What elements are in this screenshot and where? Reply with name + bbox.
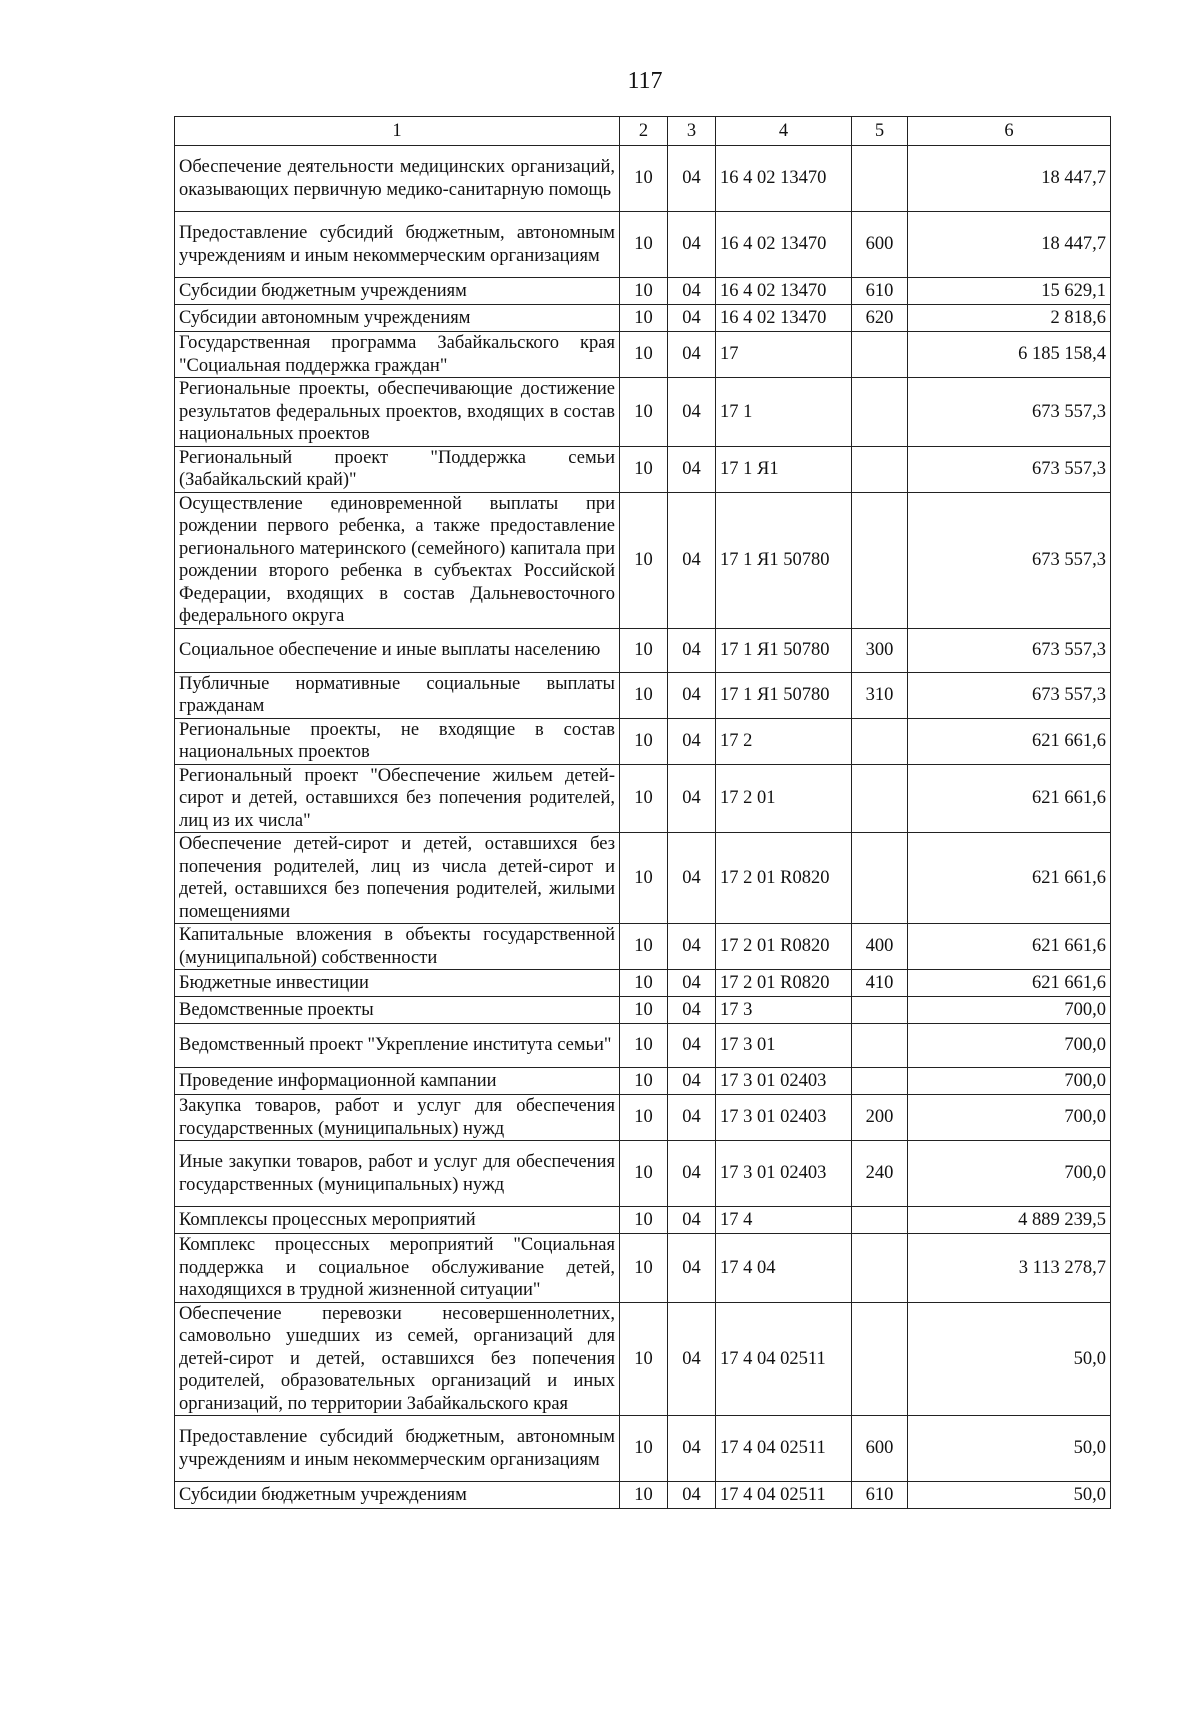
row-subsection-cell: 04 [668, 718, 716, 764]
table-row [175, 1302, 1111, 1416]
table-row [175, 492, 1111, 628]
row-section-cell: 10 [620, 1482, 668, 1509]
row-subsection-cell: 04 [668, 628, 716, 672]
header-row [175, 117, 1111, 146]
row-amount-cell: 673 557,3 [908, 672, 1111, 718]
row-section-cell: 10 [620, 446, 668, 492]
row-target-code-cell: 17 1 Я1 50780 [716, 628, 852, 672]
row-amount-cell: 50,0 [908, 1482, 1111, 1509]
row-expense-type-cell [852, 492, 908, 628]
row-name-cell: Региональный проект "Поддержка семьи (Забайкальский край)" [175, 446, 620, 492]
row-amount-cell: 15 629,1 [908, 278, 1111, 305]
row-expense-type-cell [852, 764, 908, 833]
row-expense-type-cell [852, 718, 908, 764]
table-row [175, 1095, 1111, 1141]
table-row [175, 1207, 1111, 1234]
row-section-cell: 10 [620, 672, 668, 718]
row-amount-cell: 621 661,6 [908, 924, 1111, 970]
row-expense-type-cell: 310 [852, 672, 908, 718]
table-row [175, 446, 1111, 492]
row-target-code-cell: 17 4 04 02511 [716, 1416, 852, 1482]
table-row [175, 146, 1111, 212]
row-expense-type-cell: 200 [852, 1095, 908, 1141]
row-subsection-cell: 04 [668, 1482, 716, 1509]
row-target-code-cell: 16 4 02 13470 [716, 146, 852, 212]
row-subsection-cell: 04 [668, 1207, 716, 1234]
row-name-cell: Региональный проект "Обеспечение жильем детей-сирот и детей, оставшихся без попечения родителей, лиц из их числа" [175, 764, 620, 833]
row-amount-cell: 50,0 [908, 1416, 1111, 1482]
row-amount-cell: 673 557,3 [908, 628, 1111, 672]
row-subsection-cell: 04 [668, 924, 716, 970]
row-expense-type-cell [852, 1302, 908, 1416]
row-name-cell: Субсидии автономным учреждениям [175, 305, 620, 332]
row-section-cell: 10 [620, 924, 668, 970]
column-header-2: 2 [620, 117, 668, 146]
row-name-cell: Социальное обеспечение и иные выплаты населению [175, 628, 620, 672]
row-amount-cell: 621 661,6 [908, 970, 1111, 997]
row-target-code-cell: 17 [716, 332, 852, 378]
row-subsection-cell: 04 [668, 1302, 716, 1416]
row-amount-cell: 2 818,6 [908, 305, 1111, 332]
row-expense-type-cell: 410 [852, 970, 908, 997]
row-section-cell: 10 [620, 1234, 668, 1303]
row-subsection-cell: 04 [668, 278, 716, 305]
row-name-cell: Предоставление субсидий бюджетным, автономным учреждениям и иным некоммерческим организациям [175, 1416, 620, 1482]
row-target-code-cell: 17 3 01 02403 [716, 1095, 852, 1141]
row-name-cell: Региональные проекты, обеспечивающие достижение результатов федеральных проектов, входящих в состав национальных проектов [175, 378, 620, 447]
row-section-cell: 10 [620, 1068, 668, 1095]
row-section-cell: 10 [620, 305, 668, 332]
row-amount-cell: 673 557,3 [908, 492, 1111, 628]
table-row [175, 997, 1111, 1024]
row-name-cell: Ведомственные проекты [175, 997, 620, 1024]
row-amount-cell: 6 185 158,4 [908, 332, 1111, 378]
column-header-1: 1 [175, 117, 620, 146]
row-section-cell: 10 [620, 997, 668, 1024]
row-target-code-cell: 16 4 02 13470 [716, 278, 852, 305]
row-target-code-cell: 17 2 01 [716, 764, 852, 833]
row-subsection-cell: 04 [668, 833, 716, 924]
row-expense-type-cell [852, 1207, 908, 1234]
row-amount-cell: 3 113 278,7 [908, 1234, 1111, 1303]
row-expense-type-cell [852, 1234, 908, 1303]
row-subsection-cell: 04 [668, 378, 716, 447]
row-subsection-cell: 04 [668, 332, 716, 378]
table-row [175, 378, 1111, 447]
row-subsection-cell: 04 [668, 305, 716, 332]
row-subsection-cell: 04 [668, 146, 716, 212]
row-subsection-cell: 04 [668, 1416, 716, 1482]
row-amount-cell: 18 447,7 [908, 212, 1111, 278]
row-subsection-cell: 04 [668, 997, 716, 1024]
row-target-code-cell: 16 4 02 13470 [716, 305, 852, 332]
row-amount-cell: 700,0 [908, 1141, 1111, 1207]
table-row [175, 672, 1111, 718]
page-number: 117 [627, 68, 663, 94]
row-expense-type-cell [852, 146, 908, 212]
row-expense-type-cell: 400 [852, 924, 908, 970]
row-name-cell: Осуществление единовременной выплаты при рождении первого ребенка, а также предоставление регионального материнского (семейного) капитала при рождении второго ребенка в субъектах Российской Федерации, входящих в состав Дальневосточного федерального округа [175, 492, 620, 628]
row-name-cell: Государственная программа Забайкальского края "Социальная поддержка граждан" [175, 332, 620, 378]
row-amount-cell: 673 557,3 [908, 378, 1111, 447]
row-expense-type-cell: 240 [852, 1141, 908, 1207]
row-subsection-cell: 04 [668, 1024, 716, 1068]
row-name-cell: Закупка товаров, работ и услуг для обеспечения государственных (муниципальных) нужд [175, 1095, 620, 1141]
table-row [175, 833, 1111, 924]
row-expense-type-cell [852, 446, 908, 492]
row-section-cell: 10 [620, 1141, 668, 1207]
budget-table [174, 116, 1111, 1509]
row-target-code-cell: 17 3 [716, 997, 852, 1024]
row-amount-cell: 700,0 [908, 1095, 1111, 1141]
row-section-cell: 10 [620, 628, 668, 672]
row-name-cell: Ведомственный проект "Укрепление института семьи" [175, 1024, 620, 1068]
row-subsection-cell: 04 [668, 1068, 716, 1095]
row-amount-cell: 700,0 [908, 1068, 1111, 1095]
row-target-code-cell: 17 2 01 R0820 [716, 833, 852, 924]
row-amount-cell: 700,0 [908, 997, 1111, 1024]
table-row [175, 970, 1111, 997]
row-name-cell: Капитальные вложения в объекты государственной (муниципальной) собственности [175, 924, 620, 970]
row-expense-type-cell [852, 997, 908, 1024]
row-subsection-cell: 04 [668, 212, 716, 278]
column-header-5: 5 [852, 117, 908, 146]
row-section-cell: 10 [620, 492, 668, 628]
row-amount-cell: 700,0 [908, 1024, 1111, 1068]
row-target-code-cell: 17 1 Я1 [716, 446, 852, 492]
row-section-cell: 10 [620, 146, 668, 212]
row-name-cell: Региональные проекты, не входящие в состав национальных проектов [175, 718, 620, 764]
row-amount-cell: 673 557,3 [908, 446, 1111, 492]
row-amount-cell: 50,0 [908, 1302, 1111, 1416]
row-name-cell: Субсидии бюджетным учреждениям [175, 1482, 620, 1509]
table-row [175, 305, 1111, 332]
row-name-cell: Обеспечение перевозки несовершеннолетних, самовольно ушедших из семей, организаций для детей-сирот и детей, оставшихся без попечения родителей, образовательных организаций и иных организаций, по территории Забайкальского края [175, 1302, 620, 1416]
row-expense-type-cell: 610 [852, 1482, 908, 1509]
row-name-cell: Комплексы процессных мероприятий [175, 1207, 620, 1234]
row-expense-type-cell: 620 [852, 305, 908, 332]
row-amount-cell: 4 889 239,5 [908, 1207, 1111, 1234]
row-amount-cell: 18 447,7 [908, 146, 1111, 212]
row-target-code-cell: 17 1 Я1 50780 [716, 672, 852, 718]
row-name-cell: Иные закупки товаров, работ и услуг для обеспечения государственных (муниципальных) нужд [175, 1141, 620, 1207]
row-target-code-cell: 17 1 Я1 50780 [716, 492, 852, 628]
row-amount-cell: 621 661,6 [908, 833, 1111, 924]
row-expense-type-cell: 600 [852, 212, 908, 278]
row-section-cell: 10 [620, 970, 668, 997]
table-row [175, 1482, 1111, 1509]
row-section-cell: 10 [620, 1024, 668, 1068]
table-row [175, 1234, 1111, 1303]
row-name-cell: Обеспечение деятельности медицинских организаций, оказывающих первичную медико-санитарную помощь [175, 146, 620, 212]
table-row [175, 1068, 1111, 1095]
row-expense-type-cell: 610 [852, 278, 908, 305]
row-subsection-cell: 04 [668, 970, 716, 997]
row-target-code-cell: 17 4 04 [716, 1234, 852, 1303]
row-section-cell: 10 [620, 1302, 668, 1416]
table-row [175, 278, 1111, 305]
row-section-cell: 10 [620, 764, 668, 833]
table-row [175, 212, 1111, 278]
row-section-cell: 10 [620, 278, 668, 305]
row-subsection-cell: 04 [668, 1234, 716, 1303]
row-name-cell: Проведение информационной кампании [175, 1068, 620, 1095]
row-subsection-cell: 04 [668, 446, 716, 492]
row-section-cell: 10 [620, 212, 668, 278]
table-row [175, 1141, 1111, 1207]
row-name-cell: Предоставление субсидий бюджетным, автономным учреждениям и иным некоммерческим организациям [175, 212, 620, 278]
table-row [175, 764, 1111, 833]
row-name-cell: Комплекс процессных мероприятий "Социальная поддержка и социальное обслуживание детей, находящихся в трудной жизненной ситуации" [175, 1234, 620, 1303]
row-name-cell: Обеспечение детей-сирот и детей, оставшихся без попечения родителей, лиц из числа детей-сирот и детей, оставшихся без попечения родителей, жилыми помещениями [175, 833, 620, 924]
table-row [175, 332, 1111, 378]
row-expense-type-cell [852, 833, 908, 924]
row-expense-type-cell: 600 [852, 1416, 908, 1482]
row-target-code-cell: 17 3 01 [716, 1024, 852, 1068]
row-section-cell: 10 [620, 1416, 668, 1482]
row-name-cell: Бюджетные инвестиции [175, 970, 620, 997]
row-expense-type-cell [852, 1024, 908, 1068]
table-row [175, 628, 1111, 672]
table-row [175, 1416, 1111, 1482]
row-section-cell: 10 [620, 1207, 668, 1234]
row-subsection-cell: 04 [668, 492, 716, 628]
table-row [175, 718, 1111, 764]
row-subsection-cell: 04 [668, 1095, 716, 1141]
column-header-6: 6 [908, 117, 1111, 146]
column-header-4: 4 [716, 117, 852, 146]
row-subsection-cell: 04 [668, 1141, 716, 1207]
row-target-code-cell: 17 2 [716, 718, 852, 764]
row-section-cell: 10 [620, 1095, 668, 1141]
row-subsection-cell: 04 [668, 764, 716, 833]
row-target-code-cell: 17 4 [716, 1207, 852, 1234]
row-amount-cell: 621 661,6 [908, 764, 1111, 833]
row-section-cell: 10 [620, 718, 668, 764]
column-header-3: 3 [668, 117, 716, 146]
table-body [175, 146, 1111, 1509]
table-row [175, 924, 1111, 970]
row-expense-type-cell [852, 1068, 908, 1095]
row-section-cell: 10 [620, 332, 668, 378]
row-amount-cell: 621 661,6 [908, 718, 1111, 764]
row-target-code-cell: 17 2 01 R0820 [716, 970, 852, 997]
row-name-cell: Субсидии бюджетным учреждениям [175, 278, 620, 305]
row-name-cell: Публичные нормативные социальные выплаты гражданам [175, 672, 620, 718]
table-row [175, 1024, 1111, 1068]
row-target-code-cell: 17 3 01 02403 [716, 1068, 852, 1095]
row-expense-type-cell [852, 378, 908, 447]
row-target-code-cell: 16 4 02 13470 [716, 212, 852, 278]
row-target-code-cell: 17 4 04 02511 [716, 1302, 852, 1416]
row-section-cell: 10 [620, 833, 668, 924]
row-target-code-cell: 17 3 01 02403 [716, 1141, 852, 1207]
row-target-code-cell: 17 4 04 02511 [716, 1482, 852, 1509]
row-target-code-cell: 17 2 01 R0820 [716, 924, 852, 970]
row-expense-type-cell [852, 332, 908, 378]
row-section-cell: 10 [620, 378, 668, 447]
row-subsection-cell: 04 [668, 672, 716, 718]
row-expense-type-cell: 300 [852, 628, 908, 672]
row-target-code-cell: 17 1 [716, 378, 852, 447]
